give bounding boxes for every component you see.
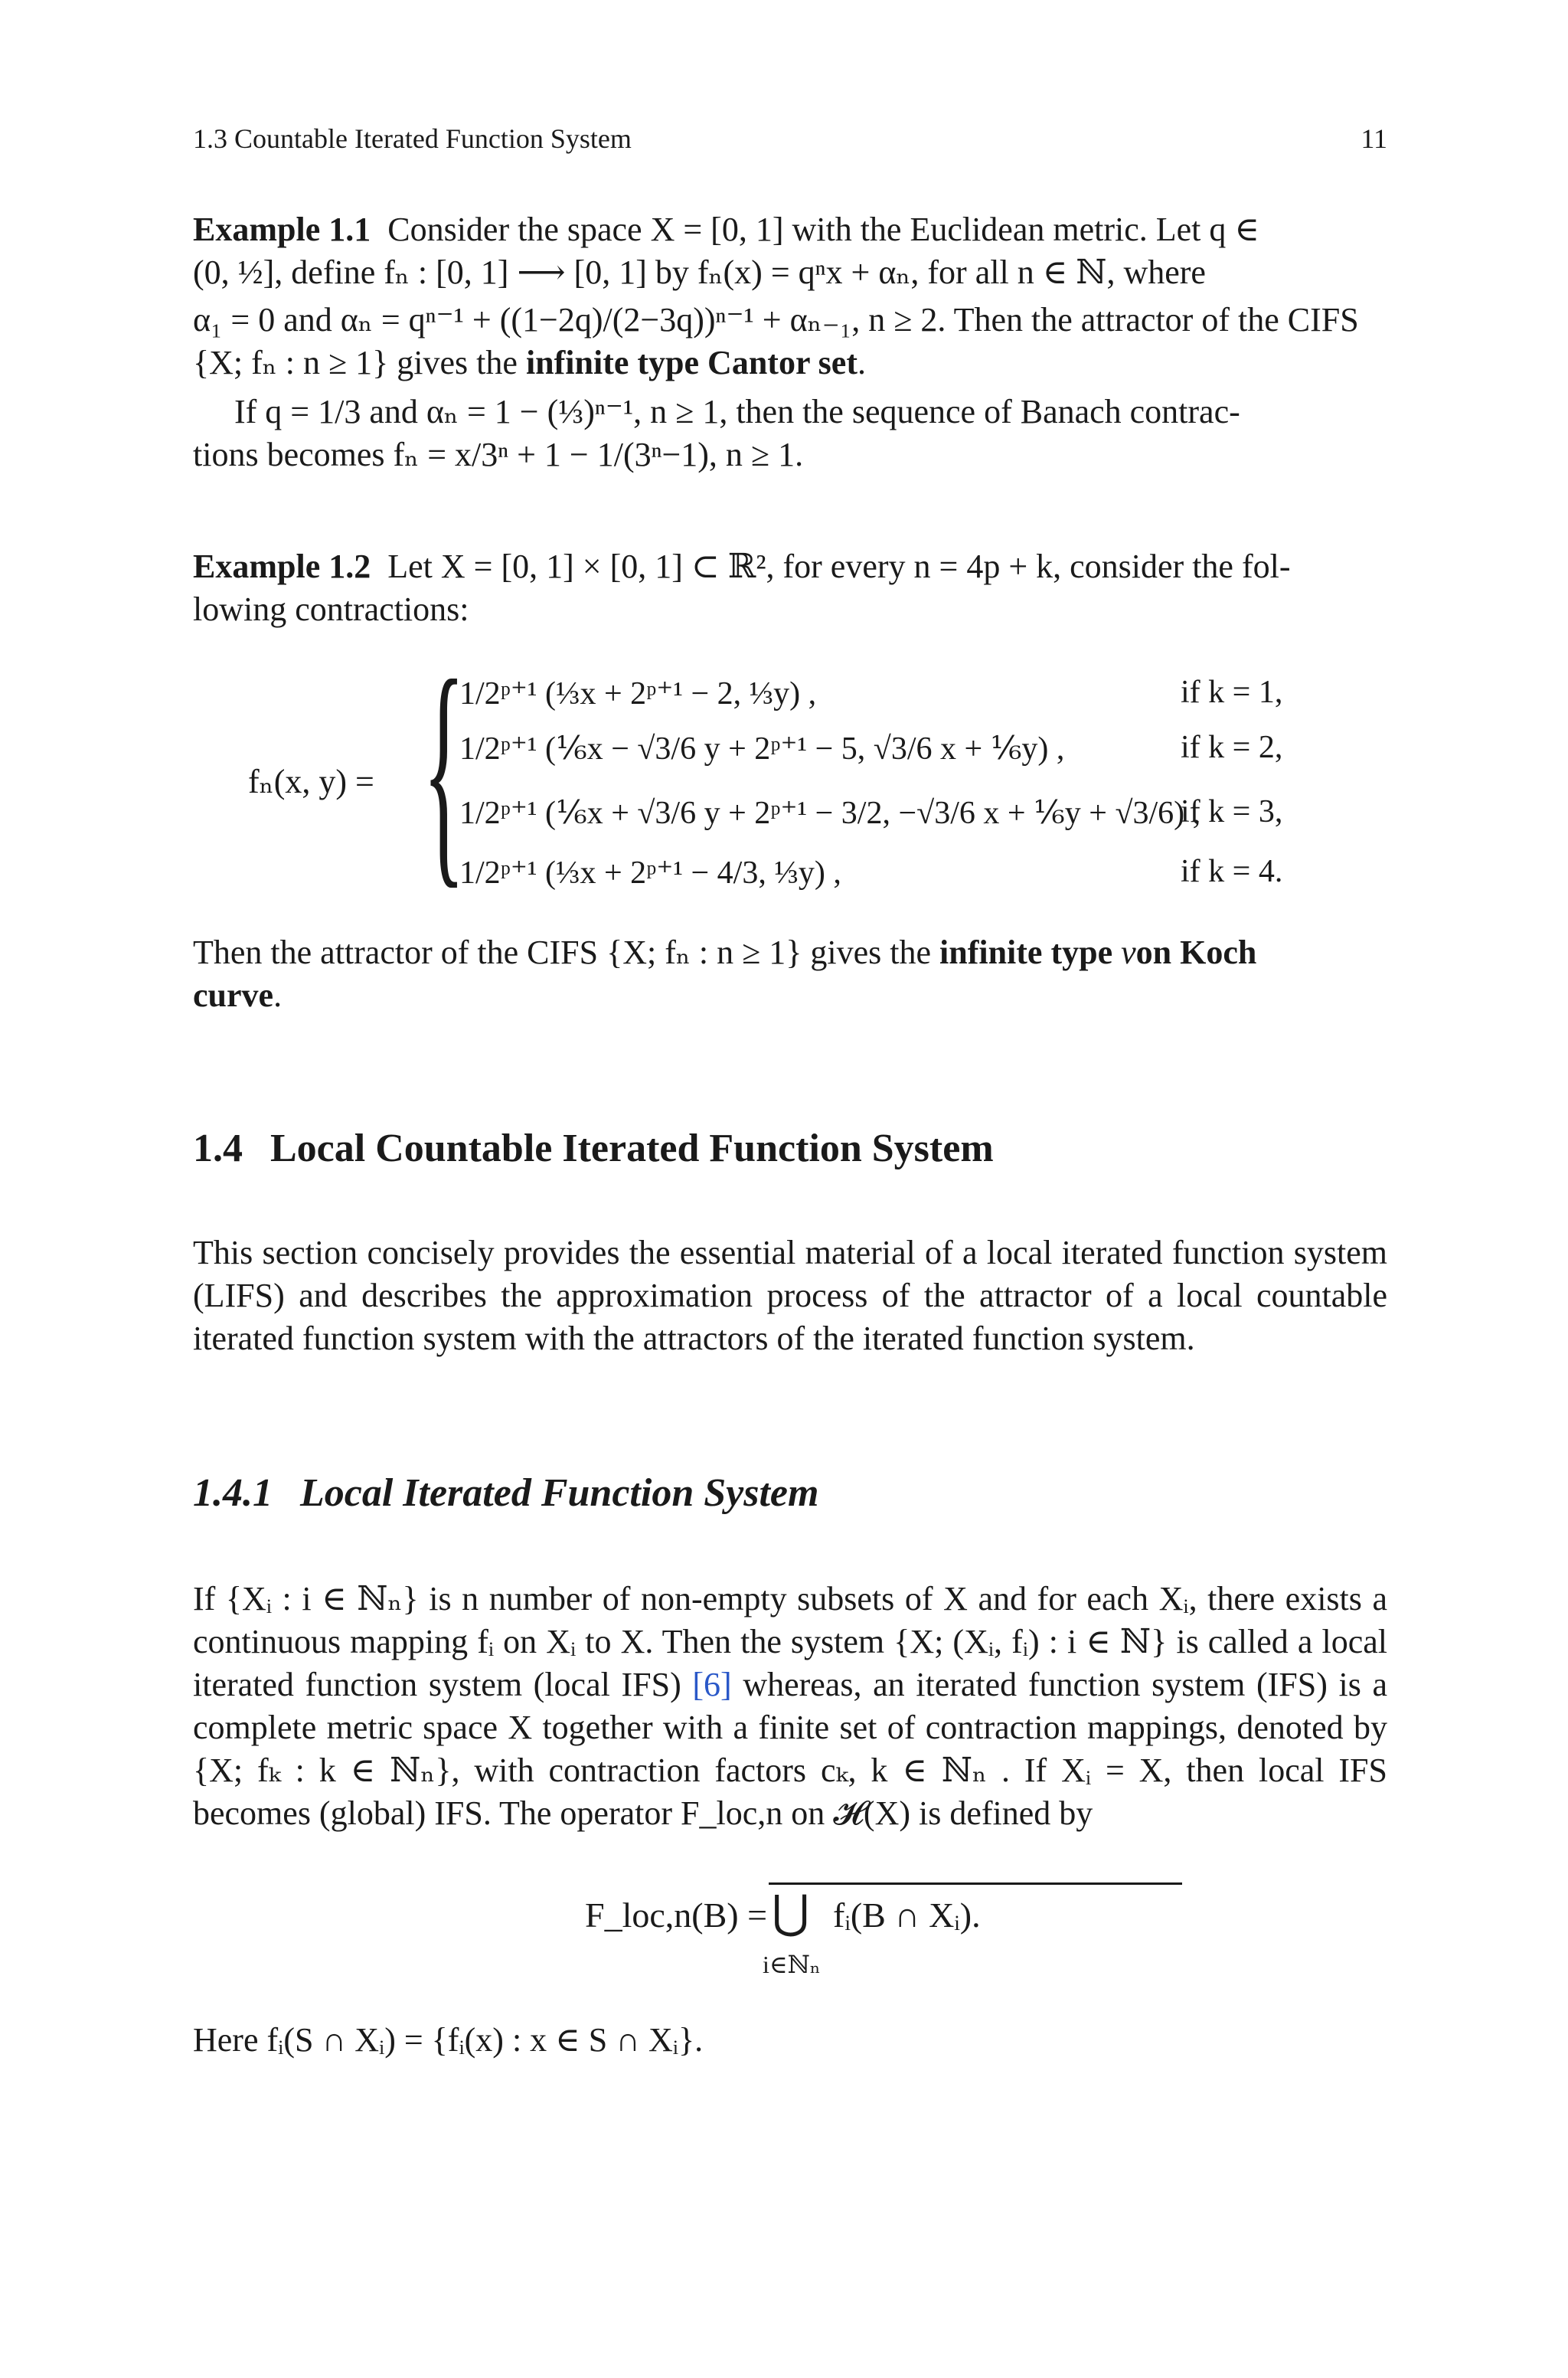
case-cond-3: if k = 3, <box>1181 794 1283 829</box>
section-1-4-heading <box>193 1126 994 1171</box>
section-1-4-body: This section concisely provides the essential material of a local iterated function system (LIFS) and describes the approximation process of the attractor of a local countable iterated function system with the attractors of the iterated function system. <box>193 1234 1387 1357</box>
subsection-1-4-1-body: If {Xᵢ : i ∈ ℕₙ} is n number of non-empty subsets of X and for each Xᵢ, there exists a continuous mapping fᵢ on Xᵢ to X. Then the system {X; (Xᵢ, fᵢ) : i ∈ ℕ} is called a local iterated function system (local IFS) [6] whereas, an iterated function system (IFS) is a complete metric space X together with a finite set of contraction mappings, denoted by {X; fₖ : k ∈ ℕₙ}, with contraction factors cₖ, k ∈ ℕₙ . If Xᵢ = X, then local IFS becomes (global) IFS. The operator F_loc,n on 𝓗(X) is defined by <box>193 1580 1387 1832</box>
example-1-2-line2: lowing contractions: <box>193 590 469 628</box>
example-1-2-line1: Let X = [0, 1] × [0, 1] ⊂ ℝ², for every n = 4p + k, consider the fol- <box>387 548 1291 585</box>
closure-overline <box>769 1882 1182 1885</box>
display-rhs: fᵢ(B ∩ Xᵢ). <box>833 1896 981 1935</box>
subsection-1-4-1-heading <box>193 1470 818 1516</box>
running-header-section: 1.3 Countable Iterated Function System <box>193 123 632 154</box>
example-1-1-line5: If q = 1/3 and αₙ = 1 − (⅓)ⁿ⁻¹, n ≥ 1, then the sequence of Banach contrac- <box>234 393 1240 430</box>
case-cond-4: if k = 4. <box>1181 854 1283 889</box>
piecewise-lhs: fₙ(x, y) = <box>248 763 374 800</box>
example-1-1-line1: Consider the space X = [0, 1] with the Euclidean metric. Let q ∈ <box>387 211 1259 248</box>
case-expr-4: 1/2ᵖ⁺¹ (⅓x + 2ᵖ⁺¹ − 4/3, ⅓y) , <box>459 855 841 891</box>
here-line: Here fᵢ(S ∩ Xᵢ) = {fᵢ(x) : x ∈ S ∩ Xᵢ}. <box>193 2021 704 2059</box>
example-1-1-line2: (0, ½], define fₙ : [0, 1] ⟶ [0, 1] by fₙ(x) = qⁿx + αₙ, for all n ∈ ℕ, where <box>193 254 1206 291</box>
case-expr-3: 1/2ᵖ⁺¹ (⅙x + √3/6 y + 2ᵖ⁺¹ − 3/2, −√3/6 x + ⅙y + √3/6) , <box>459 796 1201 831</box>
section-title: Local Countable Iterated Function System <box>270 1127 994 1170</box>
example-1-2-label: Example 1.2 <box>193 548 371 585</box>
left-brace: { <box>423 630 466 909</box>
example-1-1-line3: α₁ = 0 and αₙ = qⁿ⁻¹ + ((1−2q)/(2−3q))ⁿ⁻¹ + αₙ₋₁, n ≥ 2. Then the attractor of the CIFS <box>193 301 1359 339</box>
case-cond-1: if k = 1, <box>1181 675 1283 710</box>
citation-6[interactable]: [6] <box>692 1666 732 1703</box>
union-symbol: ⋃ <box>772 1887 810 1938</box>
display-lhs: F_loc,n(B) = <box>585 1896 768 1935</box>
example-1-1-line4: {X; fₙ : n ≥ 1} gives the infinite type Cantor set. <box>193 344 866 381</box>
union-index: i∈ℕₙ <box>763 1951 821 1978</box>
example-1-1-line6: tions becomes fₙ = x/3ⁿ + 1 − 1/(3ⁿ−1), n ≥ 1. <box>193 436 804 473</box>
cantor-set-term: infinite type Cantor set <box>525 344 858 381</box>
example-1-1 <box>193 208 1387 476</box>
page-number: 11 <box>1361 123 1387 154</box>
case-expr-2: 1/2ᵖ⁺¹ (⅙x − √3/6 y + 2ᵖ⁺¹ − 5, √3/6 x + ⅙y) , <box>459 731 1065 767</box>
subsection-title: Local Iterated Function System <box>300 1471 819 1515</box>
koch-curve-term: curve <box>193 976 274 1014</box>
section-number: 1.4 <box>193 1127 243 1170</box>
case-expr-1: 1/2ᵖ⁺¹ (⅓x + 2ᵖ⁺¹ − 2, ⅓y) , <box>459 676 817 711</box>
example-1-2-conclusion: Then the attractor of the CIFS {X; fₙ : n ≥ 1} gives the infinite type von Koch curve. <box>193 934 1257 1014</box>
subsection-number: 1.4.1 <box>193 1471 273 1515</box>
example-1-2 <box>193 545 1387 631</box>
running-header <box>193 123 1387 155</box>
example-1-1-label: Example 1.1 <box>193 211 371 248</box>
case-cond-2: if k = 2, <box>1181 730 1283 765</box>
